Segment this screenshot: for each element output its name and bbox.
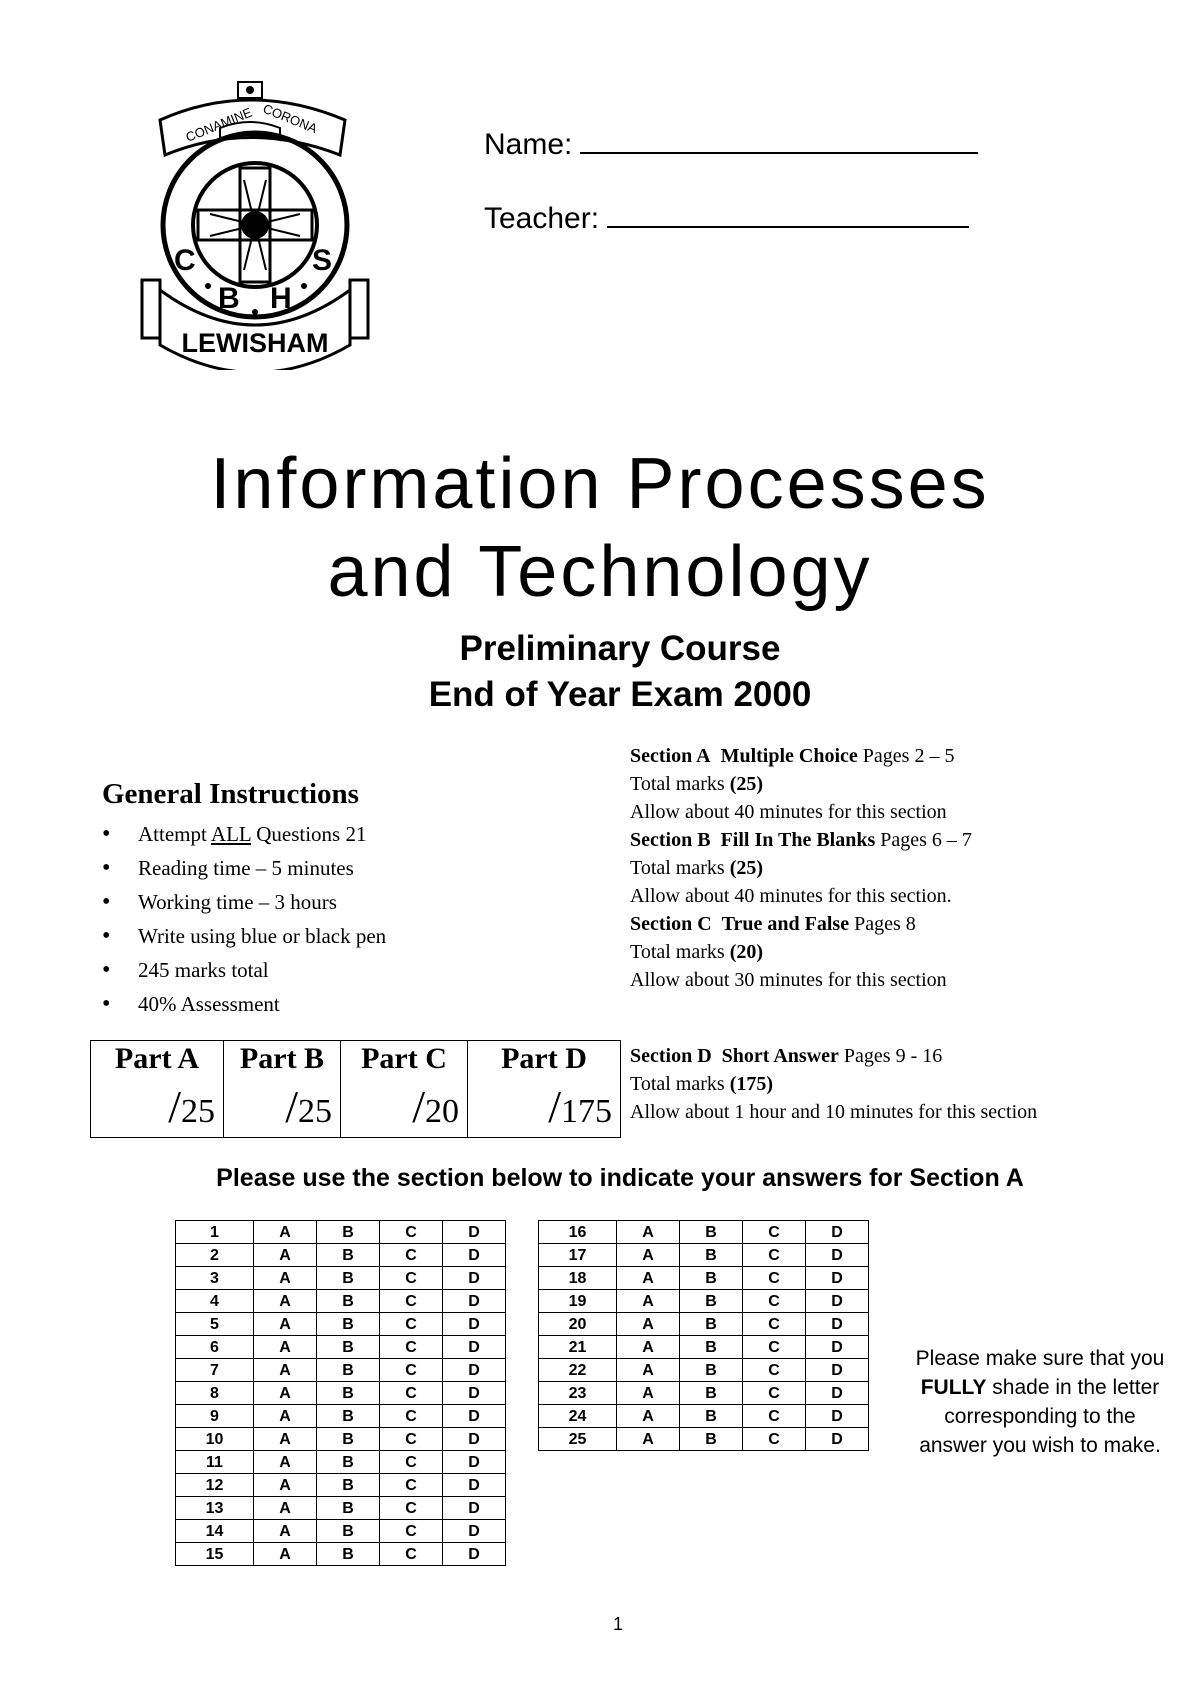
question-number: 21: [539, 1336, 617, 1359]
answer-row: [176, 1313, 506, 1336]
answer-option-c[interactable]: C: [743, 1290, 806, 1313]
answer-option-c[interactable]: C: [743, 1244, 806, 1267]
answer-option-d[interactable]: D: [806, 1313, 869, 1336]
answer-option-b[interactable]: B: [680, 1244, 743, 1267]
answer-option-b[interactable]: B: [680, 1382, 743, 1405]
question-number: 12: [176, 1474, 254, 1497]
answer-row: [176, 1451, 506, 1474]
answer-option-d[interactable]: D: [806, 1290, 869, 1313]
section-d-info: Section D Short Answer Pages 9 - 16 Total marks (175) Allow about 1 hour and 10 minutes for this section: [630, 1045, 1038, 1123]
answer-option-c[interactable]: C: [380, 1543, 443, 1566]
question-number: 1: [176, 1221, 254, 1244]
answer-row: [176, 1221, 506, 1244]
part-d-total: 175: [561, 1093, 612, 1130]
crest-motto-right: CORONA: [260, 100, 320, 137]
part-b-total: 25: [298, 1093, 332, 1130]
answer-row: [176, 1382, 506, 1405]
crest-letter-h: H: [270, 282, 292, 315]
answer-option-c[interactable]: C: [380, 1359, 443, 1382]
answer-row: [176, 1497, 506, 1520]
page-number: 1: [612, 1614, 623, 1634]
answer-option-c[interactable]: C: [743, 1313, 806, 1336]
answer-option-d[interactable]: D: [443, 1290, 506, 1313]
answer-option-b[interactable]: B: [317, 1244, 380, 1267]
answer-option-a[interactable]: A: [254, 1359, 317, 1382]
answer-row: [176, 1543, 506, 1566]
answer-option-b[interactable]: B: [680, 1428, 743, 1451]
answer-option-d[interactable]: D: [443, 1543, 506, 1566]
name-label: Name:: [484, 128, 573, 161]
title-line-2: and Technology: [327, 532, 873, 612]
answer-option-c[interactable]: C: [743, 1359, 806, 1382]
answer-option-a[interactable]: A: [617, 1405, 680, 1428]
name-blank-line[interactable]: [580, 124, 978, 154]
answer-option-b[interactable]: B: [317, 1336, 380, 1359]
answer-option-c[interactable]: C: [380, 1474, 443, 1497]
answer-row: [176, 1290, 506, 1313]
part-a-total: 25: [181, 1093, 215, 1130]
answer-option-b[interactable]: B: [317, 1267, 380, 1290]
answer-option-d[interactable]: D: [443, 1405, 506, 1428]
answer-option-a[interactable]: A: [254, 1543, 317, 1566]
answer-row: [176, 1474, 506, 1497]
answer-row: [539, 1359, 869, 1382]
answer-row: [539, 1336, 869, 1359]
instruction-item: • Attempt ALL Questions 21: [102, 817, 386, 851]
answer-option-a[interactable]: A: [617, 1290, 680, 1313]
question-number: 9: [176, 1405, 254, 1428]
answer-option-a[interactable]: A: [617, 1359, 680, 1382]
answer-option-b[interactable]: B: [317, 1543, 380, 1566]
answer-option-b[interactable]: B: [680, 1336, 743, 1359]
answer-option-d[interactable]: D: [443, 1520, 506, 1543]
answer-option-b[interactable]: B: [317, 1382, 380, 1405]
answer-option-c[interactable]: C: [380, 1382, 443, 1405]
answer-option-b[interactable]: B: [680, 1267, 743, 1290]
answer-option-b[interactable]: B: [317, 1520, 380, 1543]
answer-row: [176, 1244, 506, 1267]
name-field[interactable]: [484, 124, 978, 162]
section-c-info: Section C True and False Pages 8 Total marks (20) Allow about 30 minutes for this section: [630, 913, 947, 991]
answer-row: [539, 1382, 869, 1405]
crest-motto-left: CONAMINE: [183, 104, 255, 145]
general-instructions-heading: General Instructions: [102, 778, 359, 810]
answer-option-d[interactable]: D: [443, 1428, 506, 1451]
answer-option-a[interactable]: A: [254, 1244, 317, 1267]
instruction-item: • Working time – 3 hours: [102, 885, 386, 919]
answer-option-c[interactable]: C: [380, 1290, 443, 1313]
answer-option-b[interactable]: B: [317, 1451, 380, 1474]
question-number: 18: [539, 1267, 617, 1290]
question-number: 10: [176, 1428, 254, 1451]
answer-option-d[interactable]: D: [806, 1336, 869, 1359]
answer-option-c[interactable]: C: [380, 1244, 443, 1267]
answer-option-c[interactable]: C: [743, 1336, 806, 1359]
answer-option-d[interactable]: D: [806, 1221, 869, 1244]
part-c-cell[interactable]: Part C /20: [341, 1041, 468, 1138]
subtitle-exam: End of Year Exam 2000: [428, 675, 812, 714]
answer-option-b[interactable]: B: [317, 1290, 380, 1313]
answer-option-c[interactable]: C: [380, 1221, 443, 1244]
part-d-cell[interactable]: Part D /175: [468, 1041, 621, 1138]
answer-option-a[interactable]: A: [254, 1405, 317, 1428]
answer-row: [539, 1244, 869, 1267]
answer-option-a[interactable]: A: [617, 1428, 680, 1451]
section-b-info: Section B Fill In The Blanks Pages 6 – 7 Total marks (25) Allow about 40 minutes for this section.: [630, 829, 972, 907]
shade-note-emphasis: FULLY: [920, 1376, 987, 1399]
instruction-item: • 40% Assessment: [102, 987, 386, 1021]
answer-option-b[interactable]: B: [317, 1474, 380, 1497]
answer-option-a[interactable]: A: [254, 1313, 317, 1336]
exam-title: [0, 440, 1200, 616]
part-d-label: Part D: [501, 1042, 587, 1075]
question-number: 7: [176, 1359, 254, 1382]
question-number: 13: [176, 1497, 254, 1520]
answer-option-a[interactable]: A: [617, 1267, 680, 1290]
answer-option-c[interactable]: C: [380, 1313, 443, 1336]
answer-option-c[interactable]: C: [743, 1428, 806, 1451]
answer-option-b[interactable]: B: [317, 1313, 380, 1336]
part-a-label: Part A: [114, 1042, 200, 1075]
general-instructions: [102, 778, 386, 1021]
answer-option-d[interactable]: D: [443, 1382, 506, 1405]
question-number: 17: [539, 1244, 617, 1267]
instruction-emphasis: ALL: [210, 822, 251, 846]
answer-option-c[interactable]: C: [380, 1428, 443, 1451]
answer-option-c[interactable]: C: [380, 1497, 443, 1520]
answer-option-b[interactable]: B: [317, 1428, 380, 1451]
answer-option-c[interactable]: C: [380, 1267, 443, 1290]
crest-banner-text: LEWISHAM: [181, 328, 329, 358]
answer-option-d[interactable]: D: [806, 1359, 869, 1382]
answer-option-a[interactable]: A: [254, 1221, 317, 1244]
answer-row: [539, 1428, 869, 1451]
teacher-label: Teacher:: [484, 202, 600, 235]
answer-row: [539, 1405, 869, 1428]
answer-option-c[interactable]: C: [380, 1451, 443, 1474]
answer-option-b[interactable]: B: [680, 1313, 743, 1336]
answer-option-b[interactable]: B: [680, 1290, 743, 1313]
teacher-field[interactable]: [484, 198, 969, 236]
question-number: 3: [176, 1267, 254, 1290]
answer-option-b[interactable]: B: [680, 1405, 743, 1428]
answer-option-b[interactable]: B: [317, 1221, 380, 1244]
instruction-item: • Write using blue or black pen: [102, 919, 386, 953]
question-number: 11: [176, 1451, 254, 1474]
answer-row: [176, 1267, 506, 1290]
answer-option-b[interactable]: B: [317, 1405, 380, 1428]
school-crest-logo: [140, 80, 370, 370]
question-number: 16: [539, 1221, 617, 1244]
answer-option-a[interactable]: A: [617, 1336, 680, 1359]
answer-option-c[interactable]: C: [380, 1520, 443, 1543]
answer-option-b[interactable]: B: [317, 1497, 380, 1520]
instruction-item: • Reading time – 5 minutes: [102, 851, 386, 885]
question-number: 25: [539, 1428, 617, 1451]
answer-option-d[interactable]: D: [443, 1359, 506, 1382]
answer-row: [176, 1405, 506, 1428]
answer-option-d[interactable]: D: [806, 1244, 869, 1267]
crest-letter-b: B: [218, 282, 240, 315]
question-number: 14: [176, 1520, 254, 1543]
answer-option-d[interactable]: D: [443, 1313, 506, 1336]
answer-option-a[interactable]: A: [254, 1336, 317, 1359]
question-number: 15: [176, 1543, 254, 1566]
question-number: 23: [539, 1382, 617, 1405]
answer-grid-left: [175, 1220, 506, 1566]
question-number: 4: [176, 1290, 254, 1313]
part-c-total: 20: [425, 1093, 459, 1130]
answer-grid-right: [538, 1220, 869, 1451]
subtitle-course: Preliminary Course: [459, 629, 781, 668]
answer-row: [176, 1428, 506, 1451]
answer-option-b[interactable]: B: [680, 1221, 743, 1244]
answer-row: [176, 1336, 506, 1359]
answer-row: [539, 1313, 869, 1336]
question-number: 5: [176, 1313, 254, 1336]
part-a-cell[interactable]: Part A /25: [91, 1041, 224, 1138]
teacher-blank-line[interactable]: [607, 198, 969, 228]
answer-option-c[interactable]: C: [743, 1405, 806, 1428]
crest-letter-c: C: [174, 244, 196, 277]
answer-option-a[interactable]: A: [254, 1290, 317, 1313]
answer-option-d[interactable]: D: [806, 1267, 869, 1290]
answer-option-a[interactable]: A: [254, 1497, 317, 1520]
answer-option-d[interactable]: D: [806, 1428, 869, 1451]
question-number: 22: [539, 1359, 617, 1382]
sections-info: [630, 742, 1170, 994]
answer-option-a[interactable]: A: [254, 1451, 317, 1474]
instruction-item: • 245 marks total: [102, 953, 386, 987]
title-line-1: Information Processes: [210, 444, 990, 524]
answer-option-c[interactable]: C: [743, 1221, 806, 1244]
shade-instruction-note: Please make sure that you FULLY shade in the letter corresponding to the answer you wish to make.: [915, 1347, 1165, 1457]
answer-option-a[interactable]: A: [254, 1474, 317, 1497]
answer-sheet-heading: Please use the section below to indicate your answers for Section A: [216, 1164, 1024, 1192]
answer-option-d[interactable]: D: [443, 1336, 506, 1359]
question-number: 8: [176, 1382, 254, 1405]
answer-option-c[interactable]: C: [380, 1336, 443, 1359]
answer-option-d[interactable]: D: [806, 1405, 869, 1428]
answer-row: [539, 1290, 869, 1313]
answer-option-a[interactable]: A: [254, 1382, 317, 1405]
instructions-list: [102, 817, 386, 1021]
question-number: 20: [539, 1313, 617, 1336]
answer-option-a[interactable]: A: [254, 1428, 317, 1451]
answer-row: [176, 1520, 506, 1543]
part-b-cell[interactable]: Part B /25: [224, 1041, 341, 1138]
answer-option-c[interactable]: C: [743, 1267, 806, 1290]
answer-option-a[interactable]: A: [254, 1520, 317, 1543]
marks-table: [90, 1040, 621, 1138]
answer-option-c[interactable]: C: [743, 1382, 806, 1405]
answer-option-c[interactable]: C: [380, 1405, 443, 1428]
crest-letter-s: S: [312, 244, 333, 277]
section-a-info: Section A Multiple Choice Pages 2 – 5 Total marks (25) Allow about 40 minutes for this section: [630, 745, 955, 823]
answer-option-d[interactable]: D: [443, 1497, 506, 1520]
exam-subtitle: [0, 626, 1200, 718]
answer-option-d[interactable]: D: [443, 1267, 506, 1290]
question-number: 6: [176, 1336, 254, 1359]
answer-option-a[interactable]: A: [617, 1244, 680, 1267]
answer-option-d[interactable]: D: [806, 1382, 869, 1405]
answer-option-a[interactable]: A: [617, 1313, 680, 1336]
answer-option-d[interactable]: D: [443, 1244, 506, 1267]
answer-option-d[interactable]: D: [443, 1221, 506, 1244]
answer-row: [539, 1267, 869, 1290]
answer-option-d[interactable]: D: [443, 1474, 506, 1497]
answer-option-d[interactable]: D: [443, 1451, 506, 1474]
answer-row: [176, 1359, 506, 1382]
part-c-label: Part C: [361, 1042, 447, 1075]
answer-option-b[interactable]: B: [317, 1359, 380, 1382]
answer-option-a[interactable]: A: [617, 1221, 680, 1244]
answer-option-a[interactable]: A: [254, 1267, 317, 1290]
answer-option-a[interactable]: A: [617, 1382, 680, 1405]
question-number: 24: [539, 1405, 617, 1428]
answer-option-b[interactable]: B: [680, 1359, 743, 1382]
question-number: 2: [176, 1244, 254, 1267]
answer-row: [539, 1221, 869, 1244]
question-number: 19: [539, 1290, 617, 1313]
part-b-label: Part B: [239, 1042, 325, 1075]
